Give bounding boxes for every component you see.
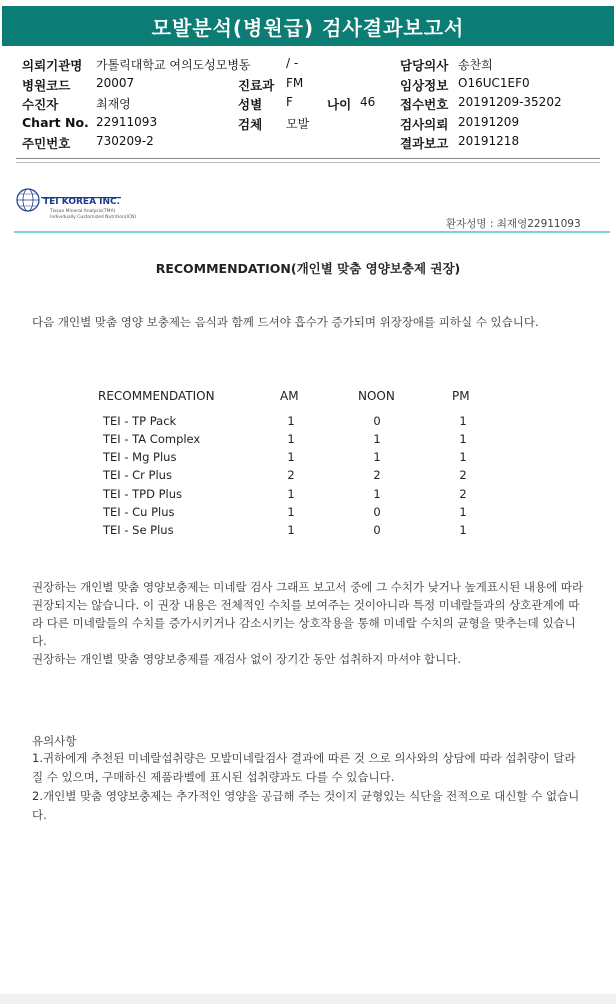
resident-no-value: 730209-2 (96, 134, 154, 148)
supplement-name: TEI - TPD Plus (103, 487, 183, 501)
report-divider (14, 231, 610, 233)
supplement-name: TEI - Cu Plus (103, 505, 175, 519)
ward-value: / - (286, 56, 299, 70)
report-title: 모발분석(병원급) 검사결과보고서 (2, 6, 614, 46)
tei-tagline-tma: Tissue Mineral Analysis(TMA) (50, 209, 116, 214)
header-divider (16, 158, 600, 159)
notice-list (32, 749, 584, 825)
col-header-noon: NOON (358, 389, 395, 403)
table-row (0, 523, 616, 541)
pm-dose: 2 (459, 487, 467, 501)
pm-dose: 1 (459, 523, 467, 537)
col-header-recommendation: RECOMMENDATION (98, 389, 215, 403)
receipt-no-value: 20191209-35202 (458, 95, 562, 109)
test-request-label: 검사의뢰 (400, 117, 449, 132)
department-value: FM (286, 76, 304, 90)
table-row (0, 432, 616, 450)
notice-item: 1.귀하에게 추천된 미네랄섭취량은 모발미네랄검사 결과에 따른 것 으로 의사와의 상담에 따라 섭취량이 달라질 수 있으며, 구매하신 제품라벨에 표시된 섭취량과도 다를 수 있습니다. (32, 751, 576, 784)
notice-item: 2.개인별 맞춤 영양보충제는 추가적인 영양을 공급해 주는 것이지 균형있는 식단을 전적으로 대신할 수 없습니다. (32, 789, 580, 822)
doctor-value: 송찬희 (458, 58, 493, 72)
test-request-value: 20191209 (458, 115, 520, 129)
am-dose: 1 (287, 505, 295, 519)
doctor-label: 담당의사 (400, 58, 449, 73)
specimen-value: 모발 (286, 117, 310, 131)
col-header-am: AM (280, 389, 299, 403)
noon-dose: 1 (373, 432, 381, 446)
pm-dose: 1 (459, 414, 467, 428)
noon-dose: 1 (373, 450, 381, 464)
noon-dose: 1 (373, 487, 381, 501)
result-report-value: 20191218 (458, 134, 520, 148)
table-row (0, 505, 616, 523)
chart-no-value: 22911093 (96, 115, 158, 129)
header-divider-secondary (16, 162, 600, 163)
receipt-no-label: 접수번호 (400, 97, 449, 112)
am-dose: 1 (287, 487, 295, 501)
tei-tagline-icn: Individually Customized Nutrition(ICN) (50, 215, 137, 220)
table-row (0, 468, 616, 486)
supplement-name: TEI - Mg Plus (103, 450, 177, 464)
noon-dose: 0 (373, 505, 381, 519)
pm-dose: 2 (459, 468, 467, 482)
am-dose: 1 (287, 450, 295, 464)
table-row (0, 487, 616, 505)
noon-dose: 0 (373, 523, 381, 537)
age-value: 46 (360, 95, 376, 109)
sex-value: F (286, 95, 293, 109)
table-row (0, 450, 616, 468)
referral-institution-value: 가톨릭대학교 여의도성모병동 (96, 58, 251, 72)
am-dose: 1 (287, 523, 295, 537)
supplement-name: TEI - TP Pack (103, 414, 177, 428)
recommendation-explanation: 권장하는 개인별 맞춤 영양보충제는 미네랄 검사 그래프 보고서 중에 그 수치가 낮거나 높게표시된 내용에 따라 권장되지는 않습니다. 이 권장 내용은 전체적인 수치를 보여주는 것이아니라 특정 미네랄들과의 상호관계에 따라 다른 미네랄들의 수치를 증가시키거나 감소시키는 상호작용을 통해 미네랄 수치의 균형을 맞추는데 있습니다. (32, 580, 584, 648)
resident-no-label: 주민번호 (22, 136, 71, 151)
tei-brand-name: TEI KOREA INC. (43, 197, 121, 207)
patient-info-block (0, 0, 616, 170)
referral-institution-label: 의뢰기관명 (22, 58, 83, 73)
noon-dose: 0 (373, 414, 381, 428)
patient-name-line: 환자성명 : 최재영22911093 (446, 218, 581, 230)
am-dose: 1 (287, 432, 295, 446)
department-label: 진료과 (238, 78, 275, 93)
result-report-label: 결과보고 (400, 136, 449, 151)
notice-heading: 유의사항 (32, 734, 77, 748)
table-row (0, 414, 616, 432)
intro-paragraph: 다음 개인별 맞춤 영양 보충제는 음식과 함께 드셔야 흡수가 증가되며 위장장애를 피하실 수 있습니다. (32, 315, 539, 329)
examinee-value: 최재영 (96, 97, 131, 111)
col-header-pm: PM (452, 389, 470, 403)
specimen-label: 검체 (238, 117, 263, 132)
clinical-info-value: O16UC1EF0 (458, 76, 530, 90)
noon-dose: 2 (373, 468, 381, 482)
long-term-warning: 권장하는 개인별 맞춤 영양보충제를 재검사 없이 장기간 동안 섭취하지 마셔야 합니다. (32, 652, 462, 666)
chart-no-label: Chart No. (22, 115, 89, 130)
clinical-info-label: 임상정보 (400, 78, 449, 93)
hospital-code-label: 병원코드 (22, 78, 71, 93)
sex-label: 성별 (238, 97, 263, 112)
supplement-name: TEI - TA Complex (103, 432, 201, 446)
pm-dose: 1 (459, 450, 467, 464)
examinee-label: 수진자 (22, 97, 59, 112)
supplement-name: TEI - Se Plus (103, 523, 174, 537)
pm-dose: 1 (459, 505, 467, 519)
am-dose: 2 (287, 468, 295, 482)
age-label: 나이 (327, 97, 352, 112)
hospital-code-value: 20007 (96, 76, 135, 90)
recommendation-title: RECOMMENDATION(개인별 맞춤 영양보충제 권장) (155, 261, 461, 276)
supplement-name: TEI - Cr Plus (103, 468, 172, 482)
pm-dose: 1 (459, 432, 467, 446)
am-dose: 1 (287, 414, 295, 428)
